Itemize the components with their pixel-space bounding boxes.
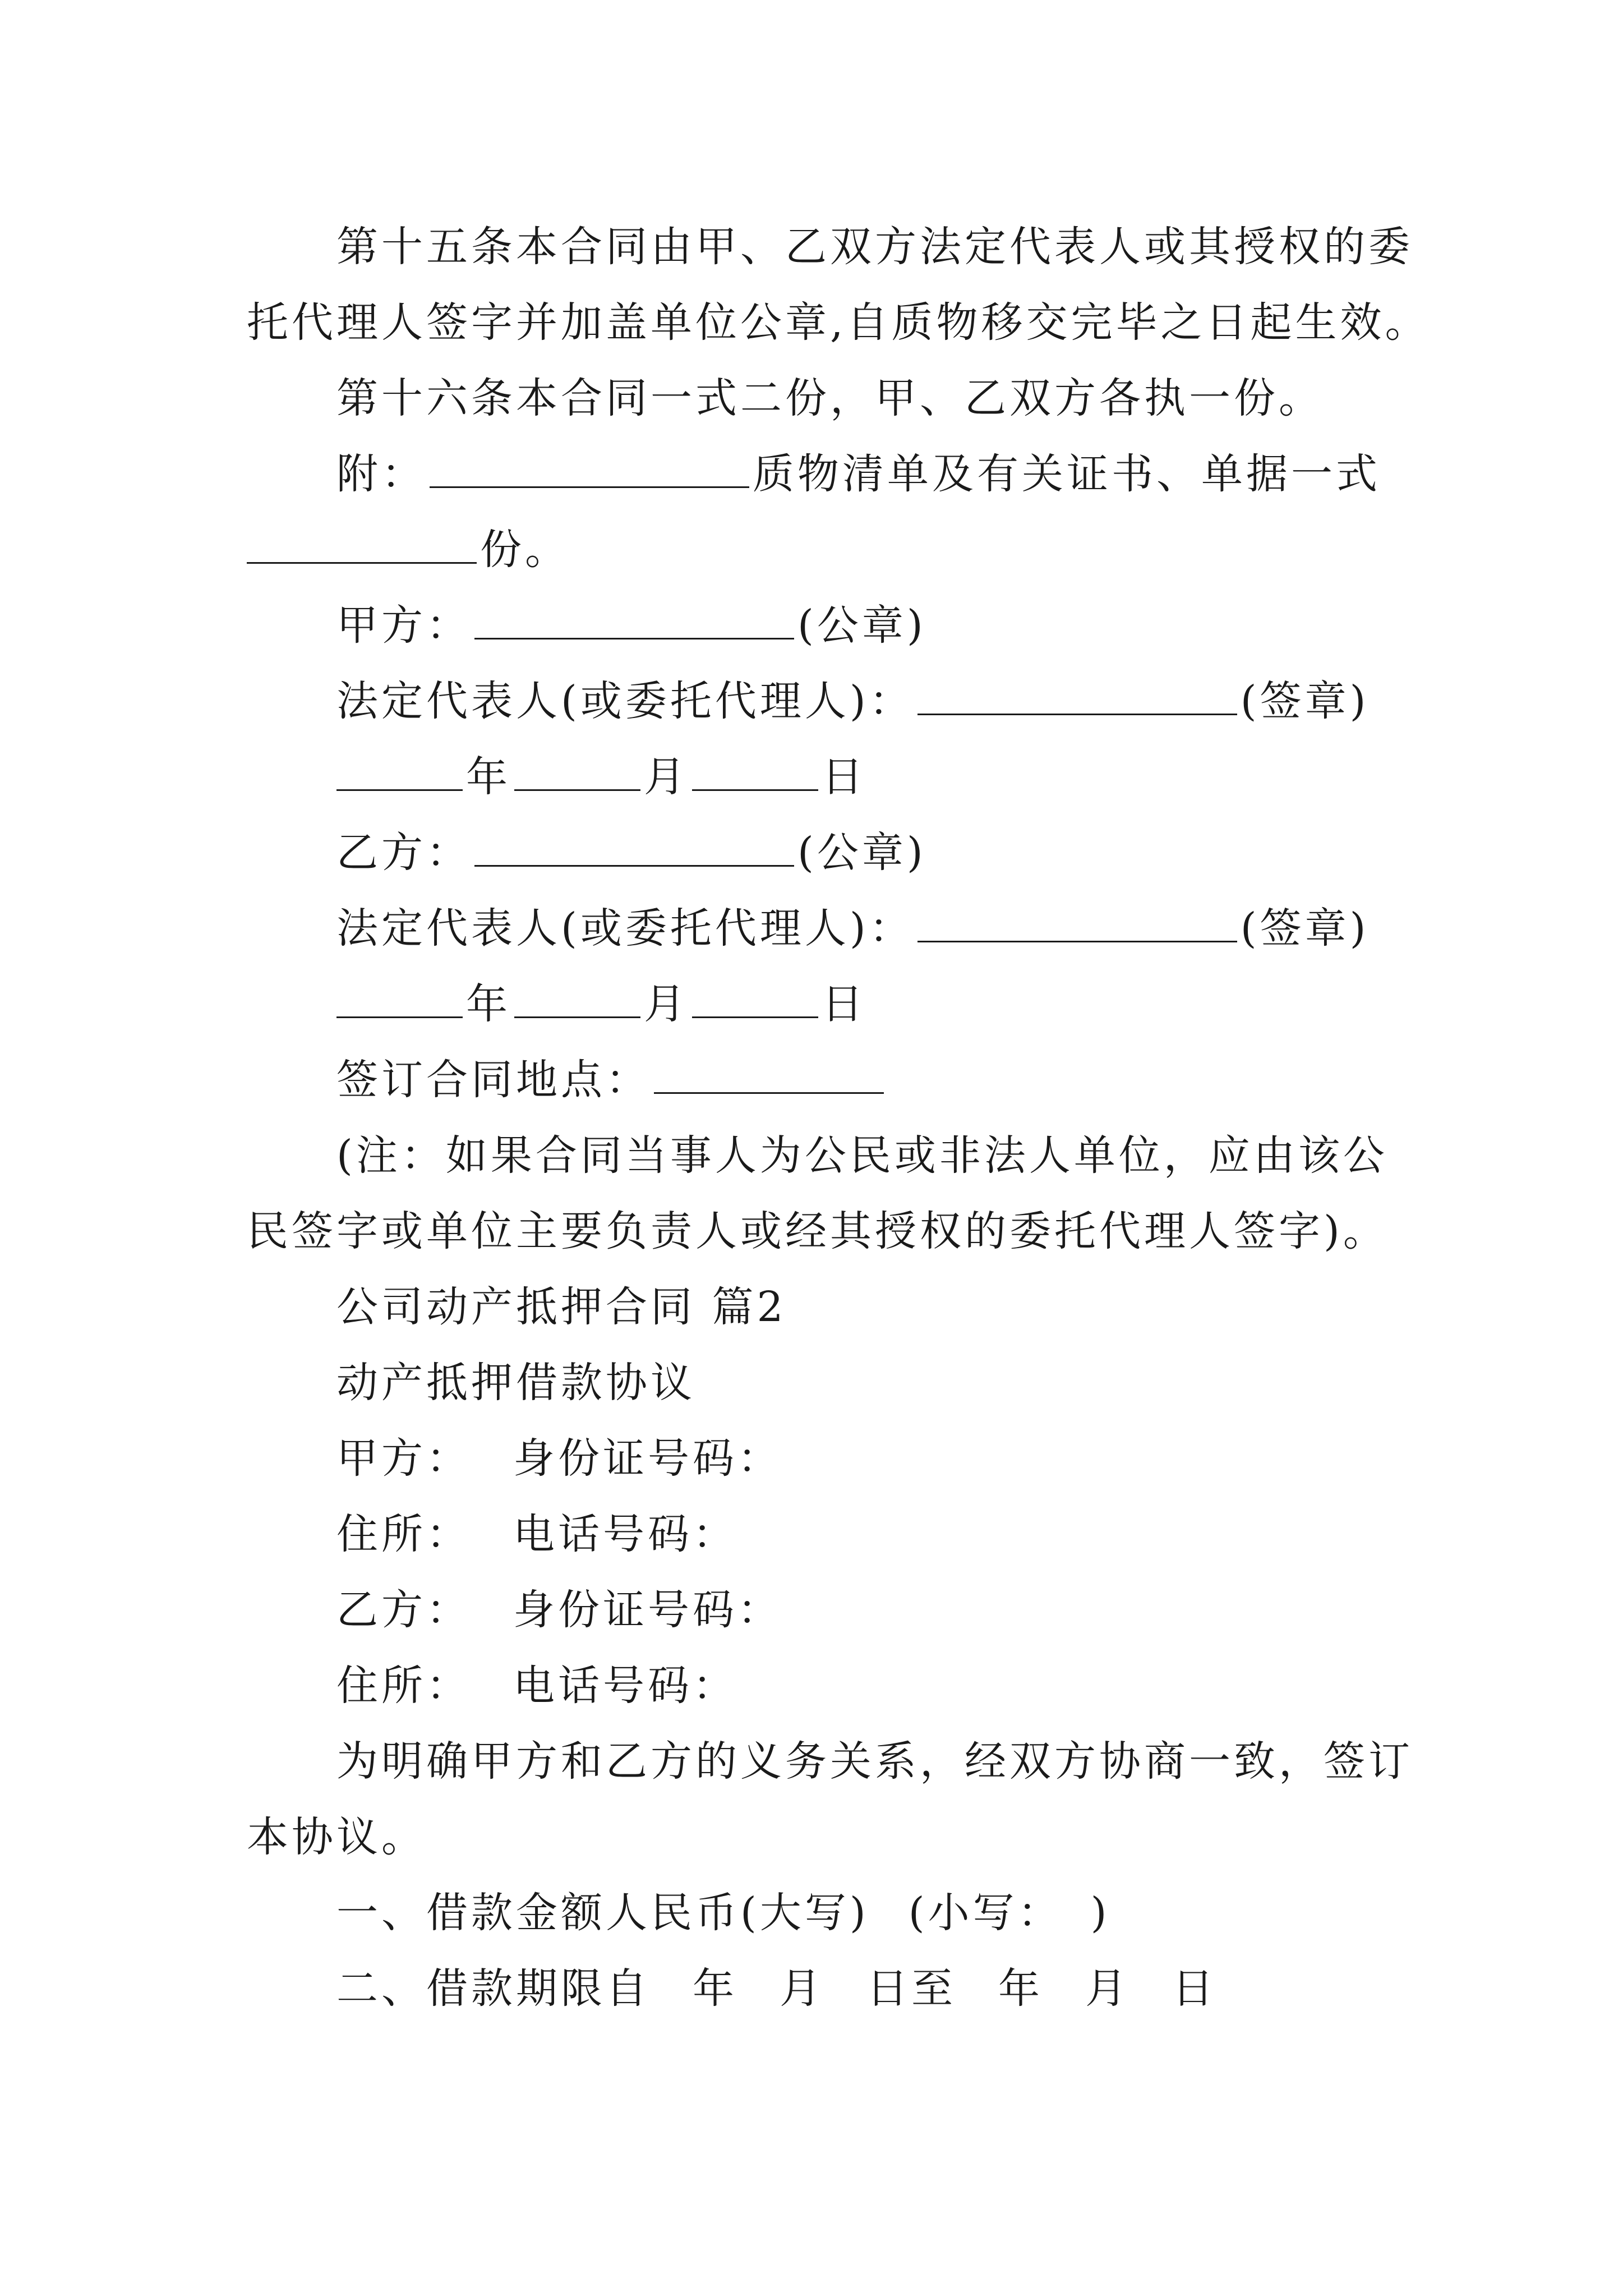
text-run: 动产抵押借款协议: [336, 1359, 695, 1407]
paragraph-line: [247, 1203, 1388, 1259]
text-run: 电话号码：: [513, 1510, 737, 1558]
signature-line: [336, 900, 1370, 956]
paragraph-line: [336, 1128, 1388, 1184]
text-run: 乙方：: [336, 1586, 471, 1634]
paragraph-line: [247, 522, 570, 578]
text-run: 住所：: [336, 1510, 471, 1558]
text-run: 年: [693, 1964, 737, 2013]
text-run: 一、借款金额人民币(大写): [336, 1889, 869, 1937]
text-run: (签章): [1240, 677, 1370, 725]
clause-line: [336, 1885, 1110, 1941]
paragraph-line: [247, 295, 1430, 351]
party-info-line: [336, 1582, 782, 1638]
text-run: 身份证号码：: [513, 1586, 782, 1634]
text-run: 年: [998, 1964, 1043, 2013]
fill-blank: [336, 983, 463, 1018]
text-run: 二、借款期限自: [336, 1964, 651, 2013]
fill-blank: [430, 453, 749, 488]
text-run: (签章): [1240, 904, 1370, 953]
text-run: 日: [1172, 1964, 1217, 2013]
text-run: 月: [1085, 1964, 1130, 2013]
clause-line: [336, 1961, 1217, 2017]
date-line: [336, 749, 866, 805]
party-info-line: [336, 1430, 782, 1487]
fill-blank: [917, 907, 1237, 942]
fill-blank: [247, 528, 477, 564]
fill-blank: [654, 1059, 884, 1094]
text-run: 日至: [866, 1964, 956, 2013]
text-run: 托代理人签字并加盖单位公章,自质物移交完毕之日起生效。: [247, 298, 1430, 347]
fill-blank: [692, 756, 818, 791]
text-run: 甲方：: [336, 601, 471, 650]
fill-blank: [514, 756, 640, 791]
paragraph-line: [247, 1809, 426, 1865]
text-run: 第十六条本合同一式二份，甲、乙双方各执一份。: [336, 374, 1324, 422]
paragraph-line: [336, 446, 1381, 502]
date-line: [336, 976, 866, 1032]
text-run: 法定代表人(或委托代理人)：: [336, 904, 914, 953]
text-run: (小写：: [908, 1889, 1063, 1937]
paragraph-line: [336, 219, 1413, 275]
text-run: 月: [780, 1964, 824, 2013]
text-run: (公章): [797, 601, 926, 650]
fill-blank: [336, 756, 463, 791]
text-run: 公司动产抵押合同 篇2: [336, 1283, 787, 1331]
fill-blank: [917, 680, 1237, 715]
text-run: 年: [466, 980, 511, 1028]
text-run: 乙方：: [336, 829, 471, 877]
text-run: 法定代表人(或委托代理人)：: [336, 677, 914, 725]
text-run: 签订合同地点：: [336, 1056, 651, 1104]
signature-line: [336, 597, 926, 654]
fill-blank: [474, 831, 794, 867]
party-info-line: [336, 1658, 737, 1714]
text-run: 月: [644, 753, 689, 801]
signature-line: [336, 673, 1370, 729]
text-run: 本协议。: [247, 1813, 426, 1861]
paragraph-line: [336, 1733, 1413, 1789]
text-run: 电话号码：: [513, 1662, 737, 1710]
fill-blank: [514, 983, 640, 1018]
fill-blank: [692, 983, 818, 1018]
text-run: ): [1090, 1889, 1110, 1937]
text-run: 年: [466, 753, 511, 801]
section-heading: [336, 1279, 787, 1335]
text-run: 日: [822, 980, 866, 1028]
fill-blank: [474, 604, 794, 639]
text-run: 质物清单及有关证书、单据一式: [753, 450, 1381, 498]
text-run: 份。: [480, 526, 570, 574]
text-run: 民签字或单位主要负责人或经其授权的委托代理人签字)。: [247, 1207, 1388, 1255]
text-run: 日: [822, 753, 866, 801]
text-run: (注：如果合同当事人为公民或非法人单位，应由该公: [336, 1131, 1388, 1180]
text-run: 身份证号码：: [513, 1434, 782, 1483]
paragraph-line: [336, 1052, 887, 1108]
text-run: 甲方：: [336, 1434, 471, 1483]
text-run: 第十五条本合同由甲、乙双方法定代表人或其授权的委: [336, 223, 1413, 271]
text-run: 月: [644, 980, 689, 1028]
text-run: 住所：: [336, 1662, 471, 1710]
text-run: (公章): [797, 829, 926, 877]
text-run: 为明确甲方和乙方的义务关系，经双方协商一致，签订: [336, 1737, 1413, 1786]
signature-line: [336, 825, 926, 881]
party-info-line: [336, 1506, 737, 1562]
section-title: [336, 1355, 695, 1411]
paragraph-line: [336, 370, 1324, 426]
text-run: 附：: [336, 450, 426, 498]
